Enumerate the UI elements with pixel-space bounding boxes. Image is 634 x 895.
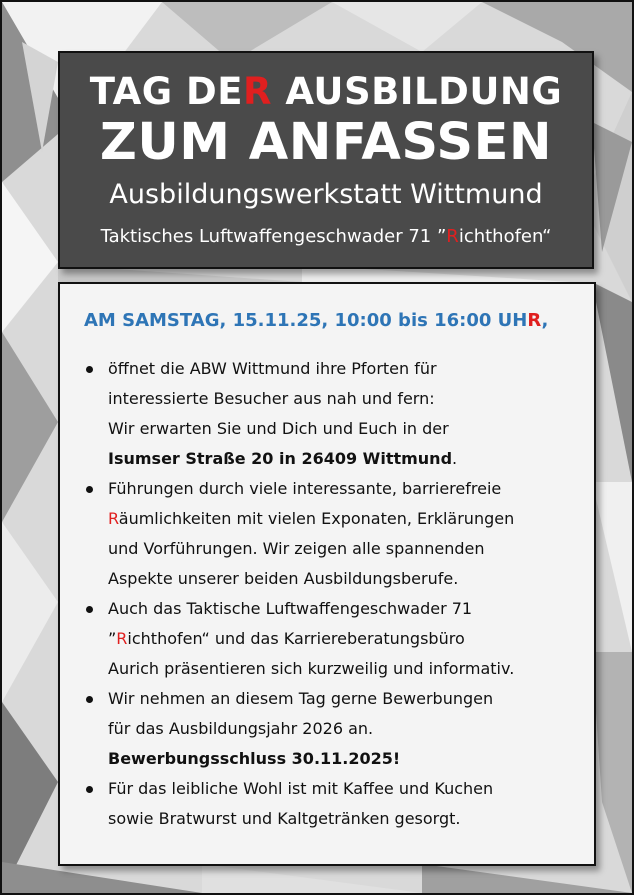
- squadron-line: Taktisches Luftwaffengeschwader 71 ”Richthofen“: [100, 226, 552, 247]
- bullet-icon: [86, 606, 93, 613]
- bullet-icon: [86, 366, 93, 373]
- list-item: Führungen durch viele interessante, barrierefreie Räumlichkeiten mit vielen Exponaten, Erklärungen und Vorführungen. Wir zeigen alle spannenden Aspekte unserer beiden Ausbildungsberufe.: [84, 474, 584, 594]
- red-letter: R: [116, 629, 128, 648]
- subtitle: Ausbildungswerkstatt Wittmund: [109, 179, 543, 210]
- bullet-icon: [86, 486, 93, 493]
- red-letter: R: [527, 310, 542, 331]
- red-letter: R: [108, 509, 119, 528]
- red-letter: R: [243, 70, 273, 113]
- info-list: [84, 354, 584, 834]
- application-deadline: Bewerbungsschluss 30.11.2025!: [108, 749, 401, 768]
- list-item: Auch das Taktische Luftwaffengeschwader 71 ”Richthofen“ und das Karriereberatungsbüro Aurich präsentieren sich kurzweilig und informativ.: [84, 594, 584, 684]
- red-letter: R: [446, 226, 459, 247]
- address: Isumser Straße 20 in 26409 Wittmund: [108, 449, 453, 468]
- list-item: Wir nehmen an diesem Tag gerne Bewerbungen für das Ausbildungsjahr 2026 an. Bewerbungsschluss 30.11.2025!: [84, 684, 584, 774]
- bullet-icon: [86, 696, 93, 703]
- list-item: Für das leibliche Wohl ist mit Kaffee und Kuchen sowie Bratwurst und Kaltgetränken gesorgt.: [84, 774, 584, 834]
- list-item: öffnet die ABW Wittmund ihre Pforten für interessierte Besucher aus nah und fern: Wir erwarten Sie und Dich und Euch in der Isumser Straße 20 in 26409 Wittmund.: [84, 354, 584, 474]
- bullet-icon: [86, 786, 93, 793]
- title-line-2: ZUM ANFASSEN: [99, 113, 553, 172]
- event-date: AM SAMSTAG, 15.11.25, 10:00 bis 16:00 UHR,: [84, 310, 549, 331]
- title-line-1: TAG DER AUSBILDUNG: [89, 70, 563, 113]
- info-panel: [58, 282, 596, 866]
- header-banner: [58, 51, 594, 269]
